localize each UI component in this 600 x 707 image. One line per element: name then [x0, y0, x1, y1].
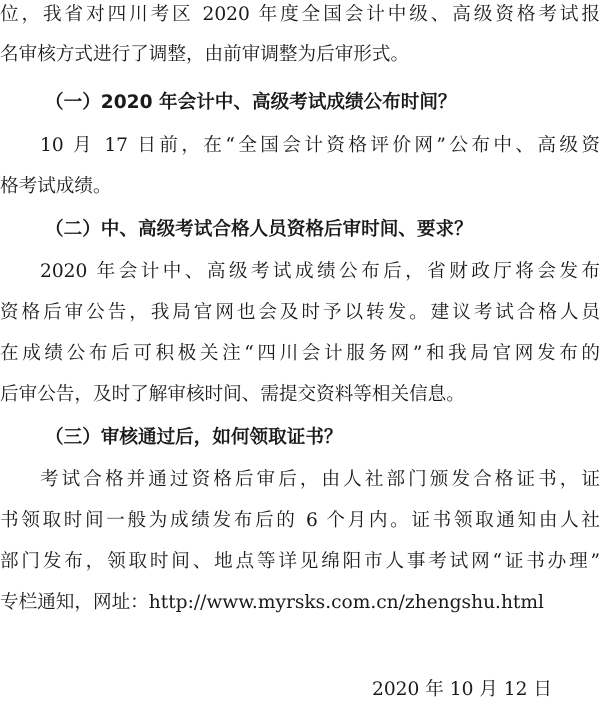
section-heading: （三）审核通过后，如何领取证书？: [45, 427, 343, 448]
paragraph-line: 部门发布，领取时间、地点等详见绵阳市人事考试网“证书办理”: [0, 551, 600, 572]
paragraph-line: 后审公告，及时了解审核时间、需提交资料等相关信息。: [0, 384, 465, 405]
section-heading: （二）中、高级考试合格人员资格后审时间、要求？: [45, 219, 473, 240]
paragraph-line: 在成绩公布后可积极关注“四川会计服务网”和我局官网发布的: [0, 343, 600, 364]
paragraph-line: 书领取时间一般为成绩发布后的 6 个月内。证书领取通知由人社: [0, 510, 600, 531]
section-heading: （一）2020 年会计中、高级考试成绩公布时间？: [45, 92, 457, 113]
intro-line: 名审核方式进行了调整，由前审调整为后审形式。: [0, 44, 410, 65]
paragraph-line: 考试合格并通过资格后审后，由人社部门颁发合格证书，证: [40, 469, 600, 490]
paragraph-line: 格考试成绩。: [0, 176, 112, 197]
intro-line: 位，我省对四川考区 2020 年度全国会计中级、高级资格考试报: [0, 4, 600, 25]
paragraph-line: 2020 年会计中、高级考试成绩公布后，省财政厅将会发布: [40, 261, 600, 282]
paragraph-line: 10 月 17 日前，在“全国会计资格评价网”公布中、高级资: [40, 135, 600, 156]
paragraph-line: 资格后审公告，我局官网也会及时予以转发。建议考试合格人员: [0, 302, 600, 323]
document-date: 2020 年 10 月 12 日: [372, 679, 552, 700]
paragraph-line: 专栏通知，网址：http://www.myrsks.com.cn/zhengshu.html: [0, 592, 544, 613]
